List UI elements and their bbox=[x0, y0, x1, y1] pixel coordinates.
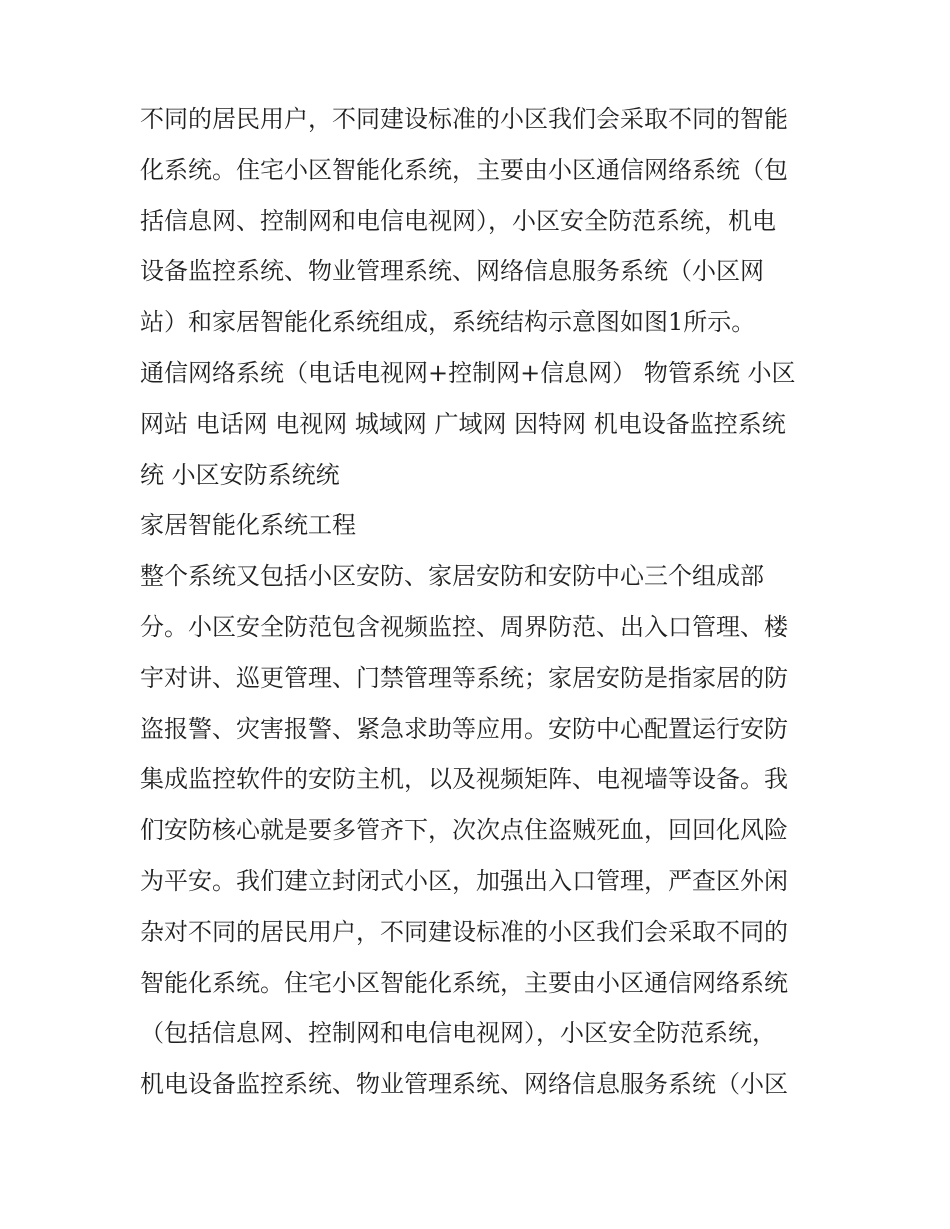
text-line: 不同的居民用户，不同建设标准的小区我们会采取不同的智能 bbox=[140, 105, 788, 133]
text-line: 为平安。我们建立封闭式小区，加强出入口管理，严查区外闲 bbox=[140, 866, 788, 895]
text-line: 们安防核心就是要多管齐下，次次点住盗贼死血，回回化风险 bbox=[140, 816, 788, 845]
text-line: 网站 电话网 电视网 城域网 广域网 因特网 机电设备监控系统 bbox=[140, 409, 786, 438]
section-heading: 家居智能化系统工程 bbox=[140, 511, 356, 540]
body-text bbox=[140, 107, 820, 1123]
text-line: 机电设备监控系统、物业管理系统、网络信息服务系统（小区 bbox=[140, 1070, 788, 1099]
text-line: 站）和家居智能化系统组成，系统结构示意图如图1所示。 bbox=[140, 308, 756, 337]
text-line: （包括信息网、控制网和电信电视网），小区安全防范系统， bbox=[140, 1019, 776, 1048]
text-line: 括信息网、控制网和电信电视网），小区安全防范系统，机电 bbox=[140, 206, 776, 235]
text-line: 分。小区安全防范包含视频监控、周界防范、出入口管理、楼 bbox=[140, 612, 788, 641]
text-line: 通信网络系统（电话电视网+控制网+信息网） 物管系统 小区 bbox=[140, 358, 796, 387]
text-line: 智能化系统。住宅小区智能化系统，主要由小区通信网络系统 bbox=[140, 968, 788, 997]
text-line: 统 小区安防系统统 bbox=[140, 460, 340, 489]
text-line: 盗报警、灾害报警、紧急求助等应用。安防中心配置运行安防 bbox=[140, 714, 788, 743]
text-line: 杂对不同的居民用户，不同建设标准的小区我们会采取不同的 bbox=[140, 917, 788, 946]
text-line: 宇对讲、巡更管理、门禁管理等系统；家居安防是指家居的防 bbox=[140, 663, 788, 692]
text-line: 集成监控软件的安防主机，以及视频矩阵、电视墙等设备。我 bbox=[140, 765, 788, 794]
text-line: 整个系统又包括小区安防、家居安防和安防中心三个组成部 bbox=[140, 562, 764, 591]
text-line: 设备监控系统、物业管理系统、网络信息服务系统（小区网 bbox=[140, 257, 764, 286]
text-line: 化系统。住宅小区智能化系统，主要由小区通信网络系统（包 bbox=[140, 155, 788, 184]
